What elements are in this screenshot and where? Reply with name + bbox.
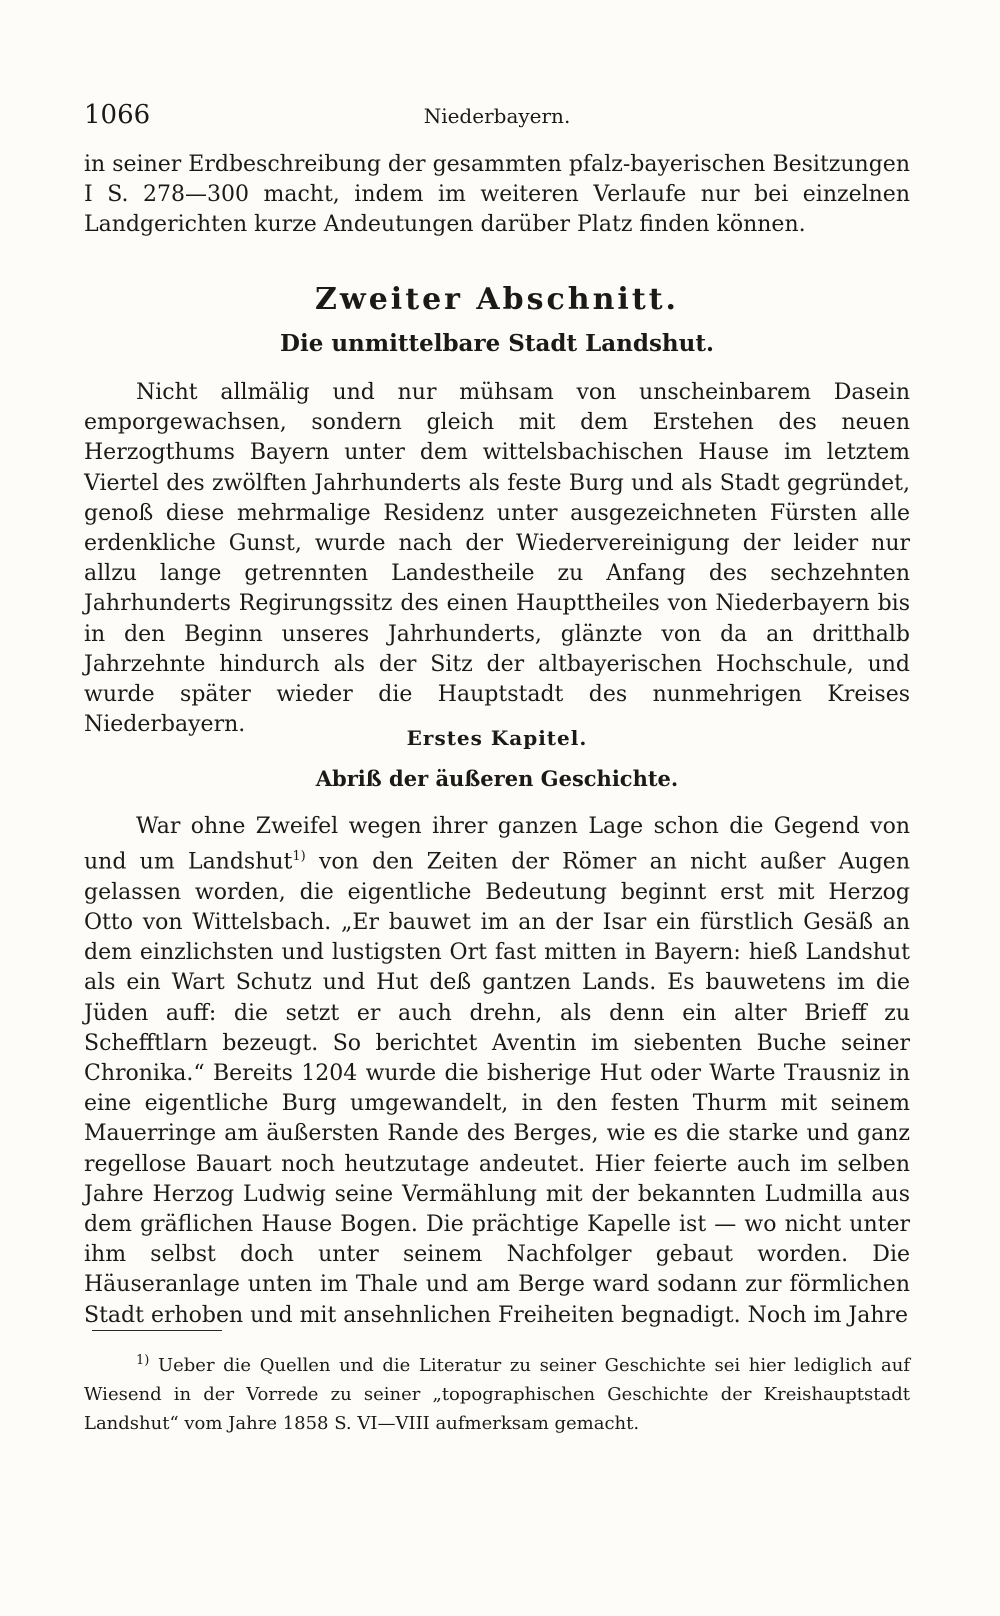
footnote-marker: 1) [136, 1353, 150, 1368]
footnote-reference: 1) [292, 849, 306, 865]
page-header [84, 100, 910, 136]
running-title: Niederbayern. [423, 104, 571, 128]
footnote [84, 1346, 910, 1438]
chapter-subtitle: Abriß der äußeren Geschichte. [315, 766, 679, 791]
chapter-paragraph [84, 812, 910, 1331]
section-subtitle: Die unmittelbare Stadt Landshut. [280, 330, 714, 357]
intro-paragraph: in seiner Erdbeschreibung der gesammten pfalz-bayerischen Besitzungen I S. 278—300 macht, indem im weiteren Verlaufe nur bei einzelnen Landgerichten kurze Andeutungen darüber Platz finden können. [84, 152, 910, 238]
page-number: 1066 [84, 100, 151, 130]
chapter-paragraph-start: War ohne Zweifel wegen ihrer ganzen Lage schon die Gegend von und um Landshut [84, 814, 910, 875]
footnote-divider [92, 1330, 222, 1331]
chapter-title: Erstes Kapitel. [406, 726, 588, 750]
section-title: Zweiter Abschnitt. [315, 282, 679, 317]
chapter-paragraph-rest: von den Zeiten der Römer an nicht außer Augen gelassen worden, die eigentliche Bedeutung beginnt erst mit Herzog Otto von Wittelsbach. „Er bauwet im an der Isar ein fürstlich Gesäß an dem einzlichsten und lustigsten Ort fast mitten in Bayern: hieß Landshut als ein Wart Schutz und Hut deß gantzen Lands. Es bauwetens im die Jüden auff: die setzt er auch drehn, als denn ein alter Brieff zu Schefftlarn bezeugt. So berichtet Aventin im siebenten Buche seiner Chronika.“ Bereits 1204 wurde die bisherige Hut oder Warte Trausniz in eine eigentliche Burg umgewandelt, in den festen Thurm mit seinem Mauerringe am äußersten Rande des Berges, wie es die starke und ganz regellose Bauart noch heutzutage andeutet. Hier feierte auch im selben Jahre Herzog Ludwig seine Vermählung mit der bekannten Ludmilla aus dem gräflichen Hause Bogen. Die prächtige Kapelle ist — wo nicht unter ihm selbst doch unter seinem Nachfolger gebaut worden. Die Häuseranlage unten im Thale und am Berge ward sodann zur förmlichen Stadt erhoben und mit ansehnlichen Freiheiten begnadigt. Noch im Jahre [84, 849, 910, 1328]
section-paragraph: Nicht allmälig und nur mühsam von unscheinbarem Dasein emporgewachsen, sondern gleich mit dem Erstehen des neuen Herzogthums Bayern unter dem wittelsbachischen Hause im letztem Viertel des zwölften Jahrhunderts als feste Burg und als Stadt gegründet, genoß diese mehrmalige Residenz unter ausgezeichneten Fürsten alle erdenkliche Gunst, wurde nach der Wiedervereinigung der leider nur allzu lange getrennten Landestheile zu Anfang des sechzehnten Jahrhunderts Regirungssitz des einen Haupttheiles von Niederbayern bis in den Beginn unseres Jahrhunderts, glänzte von da an dritthalb Jahrzehnte hindurch als der Sitz der altbayerischen Hochschule, und wurde später wieder die Hauptstadt des nunmehrigen Kreises Niederbayern. [84, 380, 910, 738]
footnote-text: Ueber die Quellen und die Literatur zu seiner Geschichte sei hier lediglich auf Wiesend in der Vorrede zu seiner „topographischen Geschichte der Kreishauptstadt Landshut“ vom Jahre 1858 S. VI—VIII aufmerksam gemacht. [84, 1355, 910, 1434]
